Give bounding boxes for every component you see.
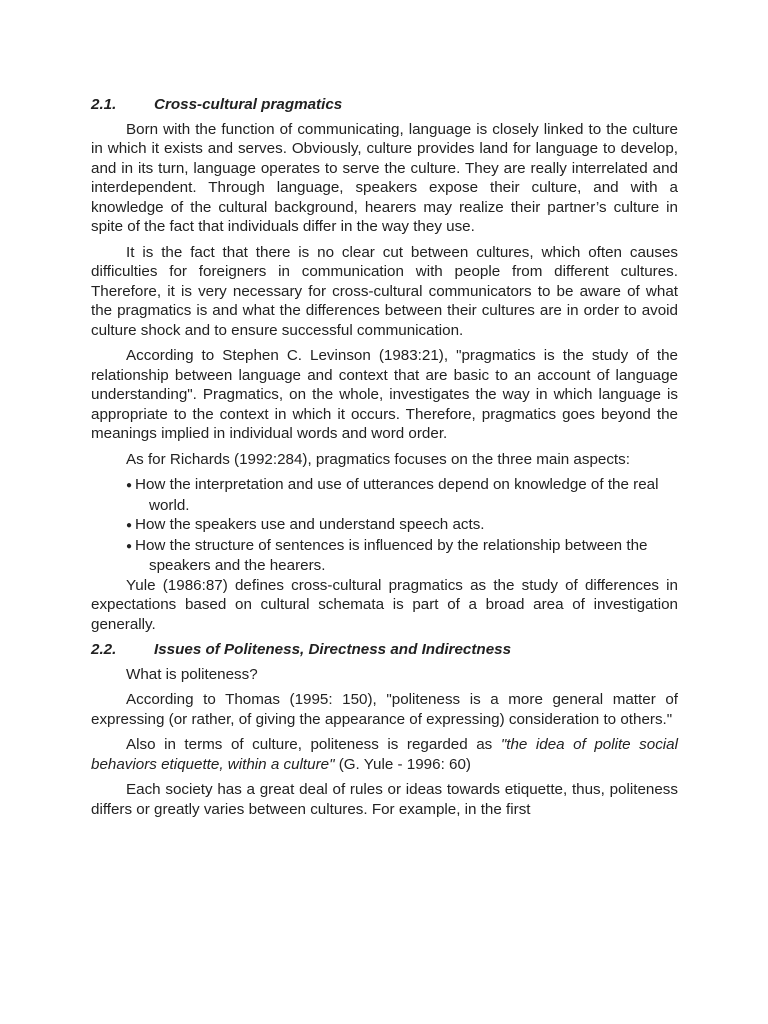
section-number: 2.1. [91,96,117,113]
paragraph-politeness-question: What is politeness? [126,665,258,683]
bullet-icon: ● [126,480,133,491]
bullet-icon: ● [126,520,133,531]
paragraph-thomas: According to Thomas (1995: 150), "politeness is a more general matter of expressing (or rather, of giving the appearance of expressing) consideration to others." [91,691,678,728]
bullet-icon: ● [126,540,133,552]
section-title: Issues of Politeness, Directness and Indirectness [154,641,512,658]
section-number: 2.2. [91,641,117,658]
section-title: Cross-cultural pragmatics [154,96,343,113]
paragraph-language-culture: Born with the function of communicating, language is closely linked to the culture in which it exists and serves. Obviously, culture provides land for language to develop, and in its turn, language operates to serve the culture. They are really interrelated and interdependent. Through language, speakers expose their culture, and with a knowledge of the cultural background, hearers may realize their partner’s culture in spite of the fact that individuals differ in the way they use. [91,120,678,235]
paragraph-levinson: According to Stephen C. Levinson (1983:21), "pragmatics is the study of the relationship between language and context that are basic to an account of language understanding". Pragmatics, on the whole, investigates the way in which language is appropriate to the context in which it occurs. Therefore, pragmatics goes beyond the meanings implied in individual words and word order. [91,347,678,442]
section-heading-2-1 [91,95,678,115]
paragraph-yule-definition: Yule (1986:87) defines cross-cultural pragmatics as the study of differences in expectations based on cultural schemata is part of a broad area of investigation generally. [91,576,678,633]
paragraph-richards: As for Richards (1992:284), pragmatics focuses on the three main aspects: [126,450,630,468]
paragraph-each-society: Each society has a great deal of rules or ideas towards etiquette, thus, politeness differs or greatly varies between cultures. For example, in the first [91,781,678,818]
list-item: ● How the structure of sentences is influenced by the relationship between the speakers and the hearers. [126,536,648,574]
section-heading-2-2 [91,640,678,660]
paragraph-yule-culture: Also in terms of culture, politeness is regarded as "the idea of polite social behaviors etiquette, within a culture" (G. Yule - 1996: 60) [91,736,678,773]
paragraph-no-clear-cut: It is the fact that there is no clear cut between cultures, which often causes difficulties for foreigners in communication with people from different cultures. Therefore, it is very necessary for cross-cultural communicators to be aware of what the pragmatics is and what the differences between their cultures are in order to avoid culture shock and to ensure successful communication. [91,243,678,339]
list-item: ● How the speakers use and understand speech acts. [91,515,678,536]
aspects-list [91,475,678,576]
yule-quote: "the idea of polite social behaviors etiquette, within a culture" [91,736,678,773]
list-item: ● How the interpretation and use of utterances depend on knowledge of the real world. [126,476,659,514]
